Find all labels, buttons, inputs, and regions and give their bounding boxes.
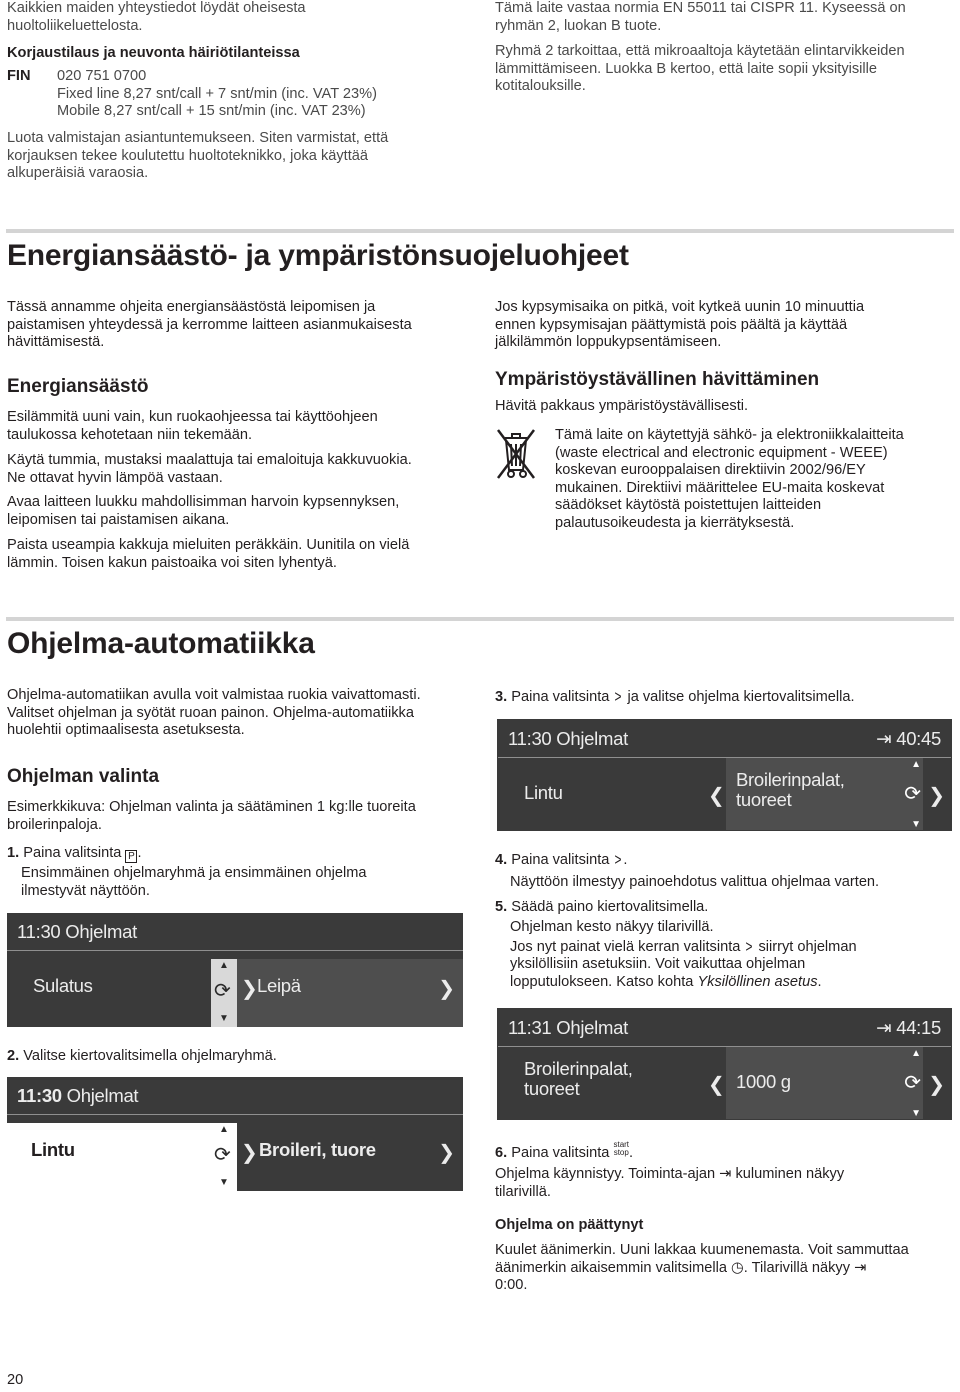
trust-line: korjauksen tekee koulutettu huoltoteknikko, joka käyttää <box>7 147 369 164</box>
oven-display <box>497 719 952 831</box>
rotate-icon: ⟳ <box>904 783 921 805</box>
step-detail-line: yksilöllisiin asetuksiin. Voit vaikuttaa ohjelman <box>510 956 806 972</box>
finished-text: . Tilarivillä näkyy <box>743 1259 851 1276</box>
program-label-line: tuoreet <box>736 789 792 810</box>
energy-intro-line: paistamisen yhteydessä ja kerromme laitteen asianmukaisesta <box>7 316 412 333</box>
rotate-icon: ⟳ <box>214 1144 231 1166</box>
display-status-bar <box>7 1077 463 1115</box>
weee-line: säädökset käytöstä poistettujen laitteiden <box>555 497 822 513</box>
tip-line: taulukossa kehotetaan niin tekemään. <box>7 426 253 443</box>
energy-intro-line: hävittämisestä. <box>7 334 105 350</box>
step-text: Paina valitsinta <box>511 1145 610 1161</box>
timer-icon: ⇥ <box>876 1017 892 1038</box>
step-detail-text: . <box>817 973 822 990</box>
step-5-detail <box>510 919 857 991</box>
triangle-up-icon: ▲ <box>219 960 229 971</box>
step-text: Paina valitsinta <box>511 689 610 705</box>
norm-text <box>495 0 906 35</box>
weight-value: 1000 g <box>736 1071 791 1092</box>
display-selection-row <box>498 758 951 830</box>
program-label: Leipä <box>257 975 301 996</box>
clock-icon: ◷ <box>731 1259 744 1276</box>
disposal-intro: Hävitä pakkaus ympäristöystävällisesti. <box>495 398 749 414</box>
triangle-down-icon: ▼ <box>911 1108 921 1119</box>
energy-tip <box>7 452 412 487</box>
finished-line: 0:00. <box>495 1277 528 1293</box>
timer-value: 40:45 <box>896 728 941 749</box>
chevron-right-icon: > <box>745 936 753 956</box>
program-label-line: tuoreet <box>524 1078 580 1099</box>
step-detail-text: Jos nyt painat vielä kerran valitsinta <box>510 938 741 955</box>
phone-block <box>57 68 377 121</box>
tip-line: Käytä tummia, mustaksi maalattuja tai emaloituja kakkuvuokia. <box>7 452 412 468</box>
program-intro-line: Ohjelma-automatiikan avulla voit valmistaa ruokia vaivattomasti. <box>7 687 421 703</box>
step-number: 2. <box>7 1048 20 1064</box>
norm-line: Tämä laite vastaa normia EN 55011 tai CISPR 11. Kyseessä on <box>495 0 906 16</box>
selected-program-box[interactable] <box>237 1123 463 1191</box>
program-finished-text <box>495 1242 909 1295</box>
step-detail-line: Ohjelman kesto näkyy tilarivillä. <box>510 919 714 935</box>
weee-line: koskevan eurooppalaisen direktiivin 2002/96/EY <box>555 462 866 478</box>
program-label <box>736 770 845 810</box>
step-text: . <box>137 845 142 861</box>
display-title: Ohjelmat <box>556 1017 628 1038</box>
tip-line: Paista useampia kakkuja mieluiten peräkkäin. Uunitila on vielä <box>7 537 410 553</box>
chevron-right-icon: > <box>614 687 622 706</box>
intro-line: huoltoliikeluettelosta. <box>7 17 143 34</box>
repair-heading: Korjaustilaus ja neuvonta häiriötilanteissa <box>7 45 300 61</box>
selected-program-box[interactable] <box>726 758 923 830</box>
rotary-indicator <box>211 959 237 1027</box>
step-number: 6. <box>495 1145 508 1161</box>
display-selection-row <box>7 959 463 1027</box>
display-time: 11:30 <box>17 921 61 942</box>
step-text: Säädä paino kiertovalitsimella. <box>511 899 709 915</box>
reference-link: Yksilöllinen asetus <box>697 973 818 990</box>
weee-line: Tämä laite on käytettyjä sähkö- ja elektroniikkalaitteita <box>555 427 904 443</box>
step-text: . <box>623 852 628 868</box>
oven-display <box>7 1077 463 1191</box>
timer-icon: ⇥ <box>719 1166 732 1182</box>
weee-line: palautusoikeudesta ja kierrätyksestä. <box>555 514 795 531</box>
display-selection-row <box>7 1123 463 1191</box>
example-line: Esimerkkikuva: Ohjelman valinta ja säätäminen 1 kg:lle tuoreita <box>7 799 416 815</box>
chevron-right-icon: ❯ <box>241 978 258 1000</box>
rotate-icon: ⟳ <box>904 1072 921 1094</box>
energy-tip <box>7 494 399 529</box>
display-status-bar <box>498 1009 951 1047</box>
chevron-right-icon[interactable]: ❯ <box>438 1142 455 1164</box>
program-finished-heading: Ohjelma on päättynyt <box>495 1217 644 1233</box>
weee-line: mukainen. Direktiivi määrittelee EU-maita koskevat <box>555 479 885 496</box>
display-title: Ohjelmat <box>556 728 628 749</box>
step-number: 3. <box>495 689 508 705</box>
triangle-up-icon: ▲ <box>219 1124 229 1135</box>
step-text: ja valitse ohjelma kiertovalitsimella. <box>627 689 855 705</box>
program-group-label: Lintu <box>31 1139 75 1160</box>
timer-icon: ⇥ <box>854 1259 867 1276</box>
program-section-title: Ohjelma-automatiikka <box>7 627 315 660</box>
timer-value: 44:15 <box>896 1017 941 1038</box>
tip-line: ennen kypsymisajan päättymistä pois päältä ja käyttää <box>495 316 848 333</box>
step-5 <box>495 899 708 917</box>
display-time: 11:31 <box>508 1017 552 1038</box>
weight-value-box[interactable] <box>726 1047 923 1119</box>
step-detail-line: ilmestyvät näyttöön. <box>21 882 150 899</box>
rotate-icon: ⟳ <box>214 980 231 1002</box>
energy-intro-line: Tässä annamme ohjeita energiansäästöstä leipomisen ja <box>7 299 376 315</box>
tip-line: Avaa laitteen luukku mahdollisimman harvoin kypsennyksen, <box>7 494 400 510</box>
step-text: Paina valitsinta <box>23 845 122 861</box>
triangle-down-icon: ▼ <box>219 1013 229 1024</box>
step-1-detail <box>21 865 367 900</box>
triangle-up-icon: ▲ <box>911 1048 921 1059</box>
start-label: start <box>613 1140 630 1149</box>
section-rule <box>6 229 954 233</box>
program-intro-line: huolehtii optimaalisesta asetuksesta. <box>7 722 245 738</box>
tip-line: Esilämmitä uuni vain, kun ruokaohjeessa tai käyttöohjeen <box>7 409 378 425</box>
energy-saving-heading: Energiansäästö <box>7 376 149 397</box>
finished-line: Kuulet äänimerkin. Uuni lakkaa kuumenemasta. Voit sammuttaa <box>495 1242 909 1258</box>
tip-line: leipomisen tai paistamisen aikana. <box>7 511 230 528</box>
chevron-right-icon: > <box>614 850 622 869</box>
display-title: Ohjelmat <box>66 1085 139 1106</box>
stop-label: stop <box>613 1148 629 1157</box>
chevron-right-icon[interactable]: ❯ <box>928 1074 945 1096</box>
step-number: 4. <box>495 852 508 868</box>
chevron-left-icon[interactable]: ❮ <box>708 785 725 807</box>
energy-intro <box>7 299 412 352</box>
program-intro <box>7 687 421 740</box>
step-text: . <box>629 1145 634 1161</box>
oven-display <box>7 913 463 1027</box>
group-text <box>495 43 905 96</box>
tip-line: Ne ottavat hyvin lämpöä vastaan. <box>7 469 223 486</box>
step-number: 1. <box>7 845 20 861</box>
selected-program-box[interactable] <box>237 959 463 1027</box>
display-status-bar <box>498 720 951 758</box>
weee-bin-icon <box>494 426 538 482</box>
tip-line: Jos kypsymisaika on pitkä, voit kytkeä uunin 10 minuuttia <box>495 299 865 315</box>
display-title: Ohjelmat <box>65 921 137 942</box>
trust-line: Luota valmistajan asiantuntemukseen. Siten varmistat, että <box>7 130 389 146</box>
start-stop-icon <box>613 1141 629 1157</box>
group-line: lämmittämiseen. Luokka B kertoo, että laite sopii yksityisille <box>495 60 878 77</box>
step-text: Valitse kiertovalitsimella ohjelmaryhmä. <box>23 1048 277 1064</box>
group-line: kotitalouksille. <box>495 78 586 94</box>
step-detail-text: lopputulokseen. Katso kohta <box>510 973 694 990</box>
step-detail-text: kuluminen näkyy <box>735 1166 845 1182</box>
example-text <box>7 799 416 834</box>
display-time: 11:30 <box>508 728 552 749</box>
step-6-detail <box>495 1166 844 1201</box>
step-4 <box>495 852 627 870</box>
trust-text <box>7 130 388 183</box>
step-detail-line: tilarivillä. <box>495 1183 551 1200</box>
weee-line: (waste electrical and electronic equipment - WEEE) <box>555 444 888 461</box>
energy-tip <box>7 409 378 444</box>
group-line: Ryhmä 2 tarkoittaa, että mikroaaltoja käytetään elintarvikkeiden <box>495 43 905 59</box>
display-time: 11:30 <box>17 1085 62 1106</box>
oven-display <box>497 1008 952 1120</box>
mobile-rate: Mobile 8,27 snt/call + 15 snt/min (inc. VAT 23%) <box>57 103 366 119</box>
energy-tip <box>7 537 409 572</box>
step-number: 5. <box>495 899 508 915</box>
energy-section-title: Energiansäästö- ja ympäristönsuojeluohjeet <box>7 239 629 272</box>
step-1 <box>7 845 142 863</box>
disposal-heading: Ympäristöystävällinen hävittäminen <box>495 369 820 390</box>
step-4-detail: Näyttöön ilmestyy painoehdotus valittua ohjelmaa varten. <box>510 874 880 890</box>
program-duration <box>876 1009 941 1047</box>
chevron-right-icon: ❯ <box>241 1142 258 1164</box>
program-duration <box>876 720 941 758</box>
rotary-indicator <box>211 1123 237 1191</box>
finished-text: äänimerkin aikaisemmin valitsimella <box>495 1259 727 1276</box>
program-label <box>524 1059 633 1099</box>
service-intro <box>7 0 467 35</box>
page-number: 20 <box>7 1372 24 1388</box>
phone-number: 020 751 0700 <box>57 68 147 84</box>
intro-line: Kaikkien maiden yhteystiedot löydät oheisesta <box>7 0 306 16</box>
energy-tip <box>495 299 864 352</box>
program-intro-line: Valitset ohjelman ja syötät ruoan painon. Ohjelma-automatiikka <box>7 704 414 721</box>
weee-text <box>555 427 904 532</box>
p-button-icon: P <box>125 850 137 863</box>
timer-icon: ⇥ <box>876 728 892 749</box>
step-2 <box>7 1048 277 1066</box>
program-label-line: Broilerinpalat, <box>524 1058 633 1079</box>
program-group-label: Sulatus <box>33 975 93 996</box>
program-label-line: Broilerinpalat, <box>736 769 845 790</box>
display-selection-row <box>498 1047 951 1119</box>
triangle-up-icon: ▲ <box>911 759 921 770</box>
step-3 <box>495 689 855 707</box>
program-label: Broileri, tuore <box>259 1139 376 1160</box>
program-group-label: Lintu <box>524 782 563 803</box>
triangle-down-icon: ▼ <box>219 1177 229 1188</box>
step-text: Paina valitsinta <box>511 852 610 868</box>
program-selection-heading: Ohjelman valinta <box>7 766 160 787</box>
step-6 <box>495 1141 633 1163</box>
step-detail-line: Ensimmäinen ohjelmaryhmä ja ensimmäinen ohjelma <box>21 865 367 881</box>
step-detail-text: Ohjelma käynnistyy. Toiminta-ajan <box>495 1166 716 1182</box>
triangle-down-icon: ▼ <box>911 819 921 830</box>
tip-line: jälkilämmön loppukypsentämiseen. <box>495 334 722 350</box>
country-code: FIN <box>7 68 31 84</box>
chevron-left-icon[interactable]: ❮ <box>708 1074 725 1096</box>
fixed-line-rate: Fixed line 8,27 snt/call + 7 snt/min (inc. VAT 23%) <box>57 85 377 102</box>
section-rule <box>6 617 954 621</box>
display-status-bar <box>7 913 463 951</box>
chevron-right-icon[interactable]: ❯ <box>928 785 945 807</box>
example-line: broilerinpaloja. <box>7 816 102 833</box>
tip-line: lämmin. Toisen kakun paistoaika voi siten lyhentyä. <box>7 554 337 571</box>
chevron-right-icon[interactable]: ❯ <box>438 978 455 1000</box>
step-detail-text: siirryt ohjelman <box>758 938 857 955</box>
norm-line: ryhmän 2, luokan B tuote. <box>495 17 662 34</box>
trust-line: alkuperäisiä varaosia. <box>7 165 149 181</box>
